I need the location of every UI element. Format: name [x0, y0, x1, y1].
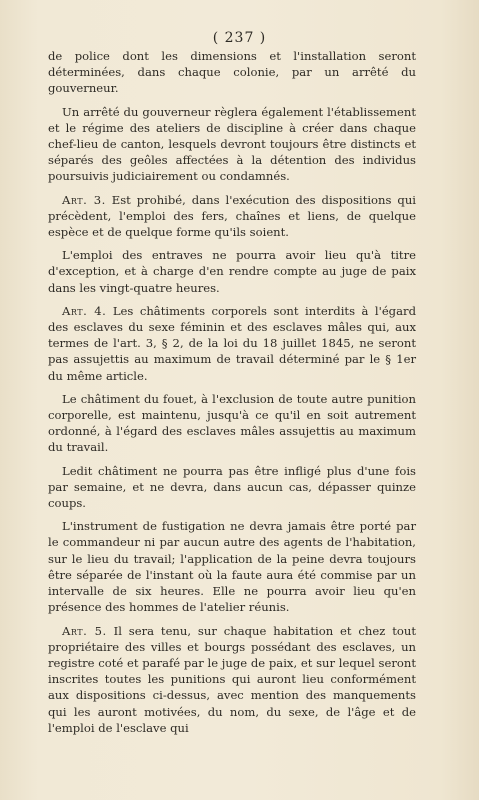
paragraph-text: Il sera tenu, sur chaque habitation et chez tout propriétaire des villes et bourgs possédant des esclaves, un registre coté et parafé par le juge de paix, et sur lequel seront inscrites toutes les punitions qui auront lieu conformément aux dispositions ci-dessus, avec mention des manquements qui les auront motivées, du nom, du sexe, de l'âge et de l'emploi de l'esclave qui [48, 623, 416, 735]
article-label: Art. 3. [62, 192, 106, 207]
paragraph-6 [48, 391, 416, 456]
paragraph-2 [48, 104, 416, 185]
paragraph-text: L'instrument de fustigation ne devra jamais être porté par le commandeur ni par aucun autre des agents de l'habitation, sur le lieu du travail; l'application de la peine devra toujours être séparée de l'instant où la faute aura été commise par un intervalle de six heures. Elle ne pourra avoir lieu qu'en présence des hommes de l'atelier réunis. [48, 519, 416, 615]
paragraph-7 [48, 463, 416, 512]
article-label: Art. 5. [62, 623, 107, 638]
paragraph-8 [48, 518, 416, 615]
paragraph-4 [48, 247, 416, 296]
paragraph-text: Ledit châtiment ne pourra pas être infligé plus d'une fois par semaine, et ne devra, dans aucun cas, dépasser quinze coups. [48, 463, 416, 511]
paragraph-1 [48, 48, 416, 97]
paragraph-text: Les châtiments corporels sont interdits à l'égard des esclaves du sexe féminin et des esclaves mâles qui, aux termes de l'art. 3, § 2, de la loi du 18 juillet 1845, ne seront pas assujettis au maximum de travail déterminé par le § 1er du même article. [48, 303, 416, 383]
paragraph-text: Un arrêté du gouverneur règlera également l'établissement et le régime des ateliers de discipline à créer dans chaque chef-lieu de canton, lesquels devront toujours être distincts et séparés des geôles affectées à la détention des individus poursuivis judiciairement ou condamnés. [48, 104, 416, 184]
article-3 [48, 192, 416, 241]
body-text [48, 48, 416, 743]
paragraph-text: Le châtiment du fouet, à l'exclusion de toute autre punition corporelle, est maintenu, jusqu'à ce qu'il en soit autrement ordonné, à l'égard des esclaves mâles assujettis au maximum du travail. [48, 391, 416, 455]
page-number: ( 237 ) [212, 30, 267, 46]
paragraph-text: de police dont les dimensions et l'installation seront déterminées, dans chaque colonie, par un arrêté du gouverneur. [48, 49, 416, 96]
article-4 [48, 303, 416, 384]
paragraph-text: L'emploi des entraves ne pourra avoir lieu qu'à titre d'exception, et à charge d'en rendre compte au juge de paix dans les vingt-quatre heures. [48, 248, 416, 295]
article-label: Art. 4. [62, 303, 107, 318]
article-5 [48, 623, 416, 736]
paragraph-text: Est prohibé, dans l'exécution des dispositions qui précèdent, l'emploi des fers, chaînes et liens, de quelque espèce et de quelque forme qu'ils soient. [48, 192, 417, 240]
